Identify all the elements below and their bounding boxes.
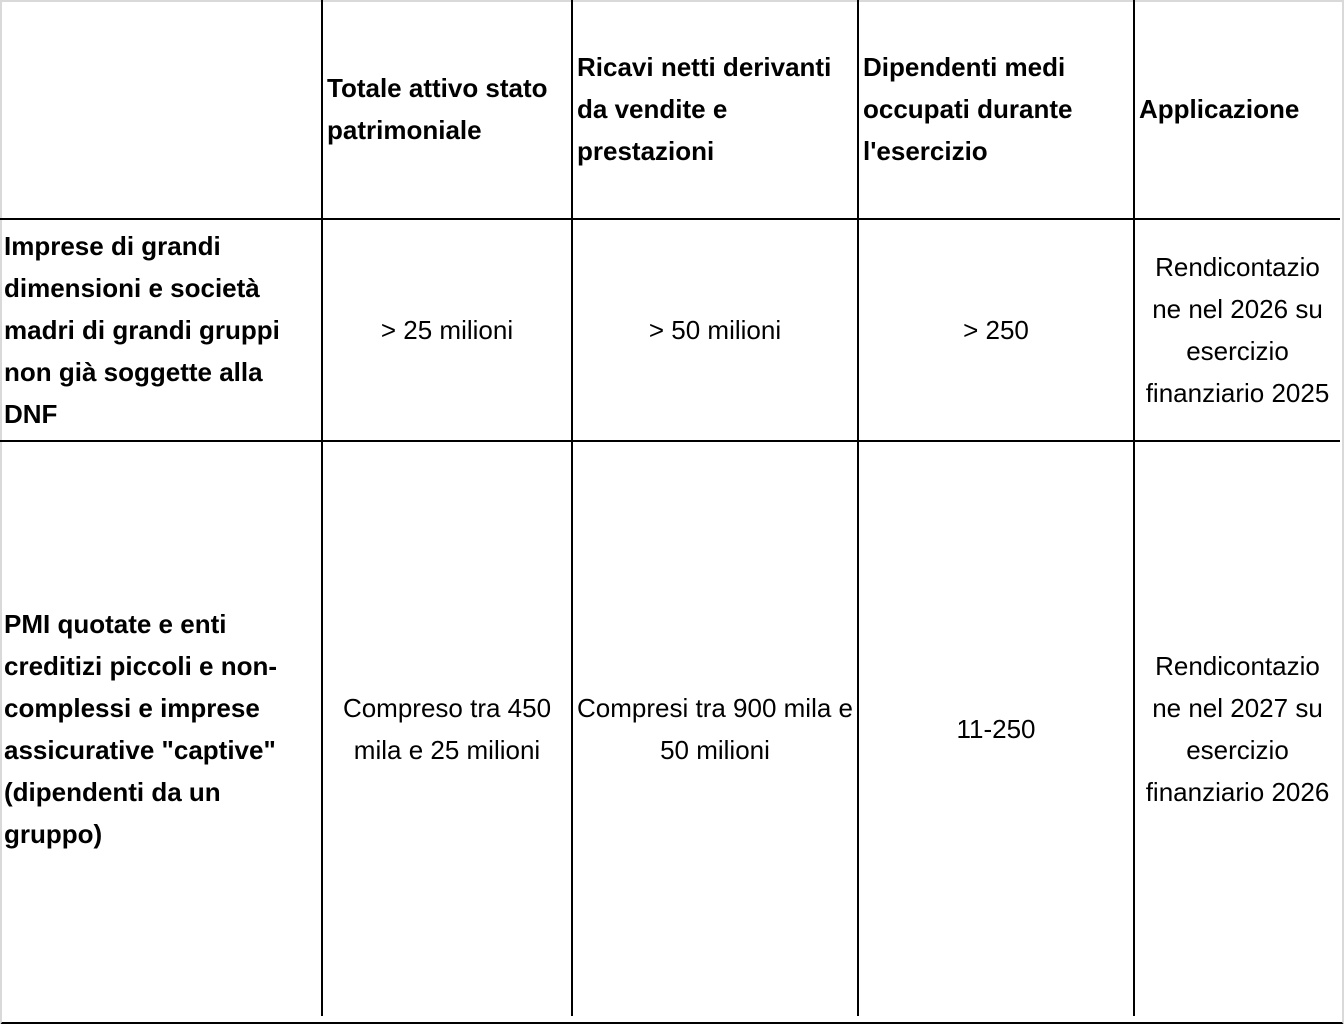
header-applicazione: Applicazione <box>1134 0 1340 219</box>
header-dipendenti: Dipendenti medi occupati durante l'esercizio <box>858 0 1134 219</box>
cell-totale-attivo: > 25 milioni <box>322 219 572 441</box>
cell-ricavi-netti: Compresi tra 900 mila e 50 milioni <box>572 441 858 1016</box>
cell-totale-attivo: Compreso tra 450 mila e 25 milioni <box>322 441 572 1016</box>
row-category-label: PMI quotate e enti creditizi piccoli e non-complessi e imprese assicurative "captive" (dipendenti da un gruppo) <box>0 441 322 1016</box>
cell-ricavi-netti: > 50 milioni <box>572 219 858 441</box>
cell-dipendenti: > 250 <box>858 219 1134 441</box>
row-category-label: Imprese di grandi dimensioni e società madri di grandi gruppi non già soggette alla DNF <box>0 219 322 441</box>
table-header-row <box>0 0 1340 219</box>
cell-applicazione: Rendicontazio ne nel 2026 su esercizio finanziario 2025 <box>1134 219 1340 441</box>
header-empty-cell <box>0 0 322 219</box>
table-row <box>0 219 1340 441</box>
cell-dipendenti: 11-250 <box>858 441 1134 1016</box>
cell-applicazione: Rendicontazio ne nel 2027 su esercizio finanziario 2026 <box>1134 441 1340 1016</box>
table-row <box>0 441 1340 1016</box>
header-ricavi-netti: Ricavi netti derivanti da vendite e prestazioni <box>572 0 858 219</box>
header-totale-attivo: Totale attivo stato patrimoniale <box>322 0 572 219</box>
